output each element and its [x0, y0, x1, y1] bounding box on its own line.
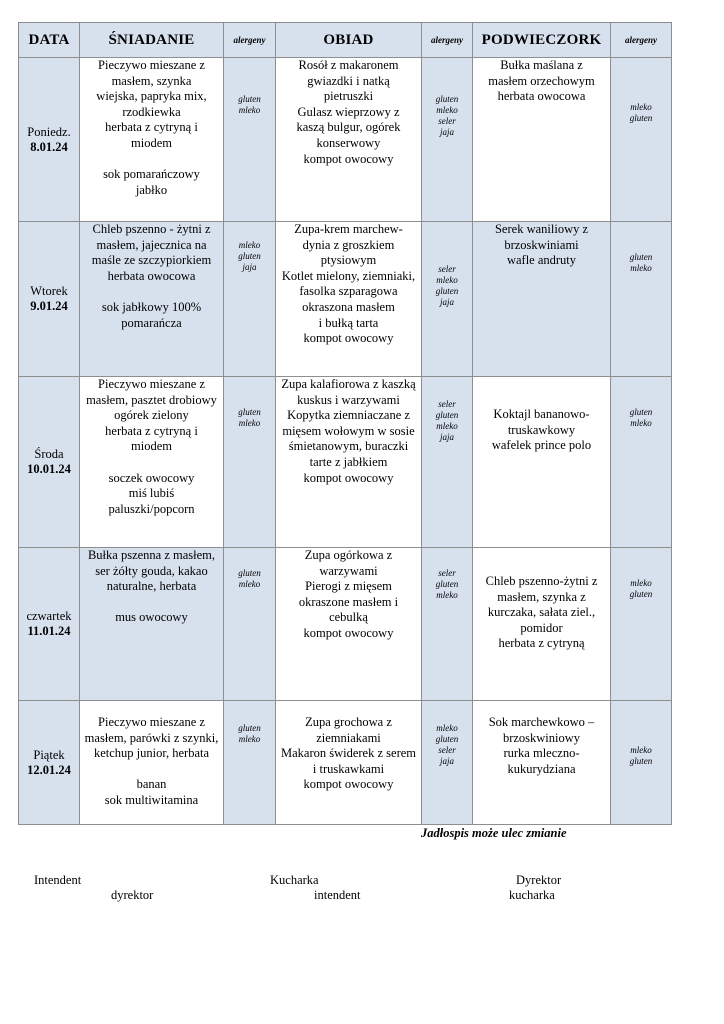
- signature-label: Intendent: [34, 873, 82, 887]
- lunch-allergens: seler gluten mleko jaja: [435, 399, 459, 442]
- snack-allergens: gluten mleko: [629, 252, 653, 273]
- breakfast-allergens-cell: [224, 222, 276, 377]
- day-date: 9.01.24: [30, 299, 68, 313]
- breakfast-text: Pieczywo mieszane z masłem, parówki z szynki, ketchup junior, herbata banan sok multiwitamina: [84, 715, 219, 807]
- lunch-cell: [276, 58, 422, 222]
- lunch-allergens-cell: [422, 222, 473, 377]
- breakfast-allergens-cell: [224, 701, 276, 825]
- snack-allergens: mleko gluten: [629, 102, 653, 123]
- lunch-allergens-cell: [422, 377, 473, 548]
- signature-label: Kucharka: [270, 873, 319, 887]
- signature-label: Dyrektor: [516, 873, 562, 887]
- breakfast-allergens: mleko gluten jaja: [238, 240, 261, 272]
- breakfast-allergens: gluten mleko: [238, 723, 261, 744]
- menu-table: [18, 22, 672, 825]
- lunch-text: Zupa ogórkowa z warzywami Pierogi z mięsem okraszone masłem i cebulką kompot owocowy: [298, 548, 399, 640]
- day-cell: [19, 222, 80, 377]
- day-date: 11.01.24: [27, 624, 71, 638]
- breakfast-cell: [80, 377, 224, 548]
- signature-label: intendent: [314, 888, 361, 902]
- snack-allergens-cell: [611, 58, 672, 222]
- lunch-allergens-cell: [422, 701, 473, 825]
- breakfast-cell: [80, 548, 224, 701]
- day-row-wednesday: [19, 377, 672, 548]
- day-row-thursday: [19, 548, 672, 701]
- header-breakfast: ŚNIADANIE: [80, 23, 224, 58]
- breakfast-allergens: gluten mleko: [238, 568, 261, 589]
- snack-text: Sok marchewkowo – brzoskwiniowy rurka mleczno- kukurydziana: [488, 715, 595, 776]
- day-date: 12.01.24: [27, 762, 71, 777]
- lunch-allergens-cell: [422, 58, 473, 222]
- day-row-monday: [19, 58, 672, 222]
- lunch-text: Zupa kalafiorowa z kaszką kuskus i warzywami Kopytka ziemniaczane z mięsem wołowym w sosie śmietanowym, buraczki tarte z jabłkiem kompot owocowy: [281, 377, 416, 485]
- signature-label: kucharka: [509, 888, 555, 902]
- day-date: 10.01.24: [27, 462, 71, 476]
- day-name: Środa: [34, 447, 64, 461]
- breakfast-allergens: gluten mleko: [238, 94, 261, 115]
- day-cell: [19, 58, 80, 222]
- snack-text: Chleb pszenno-żytni z masłem, szynka z kurczaka, sałata ziel., pomidor herbata z cytryną: [485, 574, 598, 651]
- breakfast-allergens-cell: [224, 58, 276, 222]
- day-name: czwartek: [26, 609, 72, 623]
- breakfast-cell: [80, 58, 224, 222]
- header-row: [19, 23, 672, 58]
- header-allergens-snack: alergeny: [611, 23, 672, 58]
- header-snack: PODWIECZORK: [473, 23, 611, 58]
- snack-text: Serek waniliowy z brzoskwiniami wafle andruty: [494, 222, 589, 268]
- snack-text: Koktajl bananowo- truskawkowy wafelek prince polo: [491, 407, 592, 453]
- header-allergens-lunch: alergeny: [422, 23, 473, 58]
- day-cell: [19, 377, 80, 548]
- breakfast-allergens-cell: [224, 377, 276, 548]
- lunch-allergens: gluten mleko seler jaja: [435, 94, 459, 137]
- snack-allergens-cell: [611, 222, 672, 377]
- day-row-tuesday: [19, 222, 672, 377]
- lunch-allergens: seler mleko gluten jaja: [435, 264, 459, 307]
- snack-allergens-cell: [611, 548, 672, 701]
- menu-change-note: Jadłospis może ulec zmianie: [421, 826, 567, 840]
- snack-allergens: gluten mleko: [629, 407, 653, 428]
- snack-cell: [473, 222, 611, 377]
- lunch-allergens: seler gluten mleko: [435, 568, 459, 600]
- snack-allergens-cell: [611, 377, 672, 548]
- snack-cell: [473, 701, 611, 825]
- header-allergens-breakfast: alergeny: [224, 23, 276, 58]
- breakfast-allergens: gluten mleko: [238, 407, 261, 428]
- snack-cell: [473, 377, 611, 548]
- lunch-text: Zupa grochowa z ziemniakami Makaron świderek z serem i truskawkami kompot owocowy: [280, 715, 417, 792]
- breakfast-cell: [80, 222, 224, 377]
- snack-allergens-cell: [611, 701, 672, 825]
- breakfast-text: Chleb pszenno - żytni z masłem, jajecznica na maśle ze szczypiorkiem herbata owocowa sok jabłkowy 100% pomarańcza: [91, 222, 212, 330]
- snack-cell: [473, 548, 611, 701]
- lunch-cell: [276, 377, 422, 548]
- day-date: 8.01.24: [30, 139, 68, 154]
- breakfast-text: Bułka pszenna z masłem, ser żółty gouda, kakao naturalne, herbata mus owocowy: [87, 548, 216, 625]
- lunch-cell: [276, 701, 422, 825]
- lunch-text: Zupa-krem marchew- dynia z groszkiem ptysiowym Kotlet mielony, ziemniaki, fasolka szparagowa okraszona masłem i bułką tarta kompot owocowy: [281, 222, 416, 346]
- day-name: Poniedz.: [27, 124, 71, 139]
- signature-label: dyrektor: [111, 888, 154, 902]
- header-lunch: OBIAD: [276, 23, 422, 58]
- breakfast-text: Pieczywo mieszane z masłem, szynka wiejska, papryka mix, rzodkiewka herbata z cytryną i miodem sok pomarańczowy jabłko: [96, 58, 207, 197]
- lunch-allergens-cell: [422, 548, 473, 701]
- breakfast-allergens-cell: [224, 548, 276, 701]
- lunch-cell: [276, 222, 422, 377]
- header-date: DATA: [19, 23, 80, 58]
- lunch-text: Rosół z makaronem gwiazdki i natką pietruszki Gulasz wieprzowy z kaszą bulgur, ogórek konserwowy kompot owocowy: [296, 58, 401, 166]
- snack-cell: [473, 58, 611, 222]
- day-cell: [19, 701, 80, 825]
- breakfast-text: Pieczywo mieszane z masłem, pasztet drobiowy ogórek zielony herbata z cytryną i miodem soczek owocowy miś lubiś paluszki/popcorn: [86, 377, 217, 516]
- day-name: Wtorek: [30, 284, 68, 298]
- lunch-cell: [276, 548, 422, 701]
- snack-allergens: mleko gluten: [629, 578, 653, 599]
- day-cell: [19, 548, 80, 701]
- breakfast-cell: [80, 701, 224, 825]
- lunch-allergens: mleko gluten seler jaja: [435, 723, 459, 766]
- day-name: Piątek: [33, 747, 65, 762]
- snack-text: Bułka maślana z masłem orzechowym herbata owocowa: [488, 58, 595, 104]
- snack-allergens: mleko gluten: [629, 745, 653, 766]
- day-row-friday: [19, 701, 672, 825]
